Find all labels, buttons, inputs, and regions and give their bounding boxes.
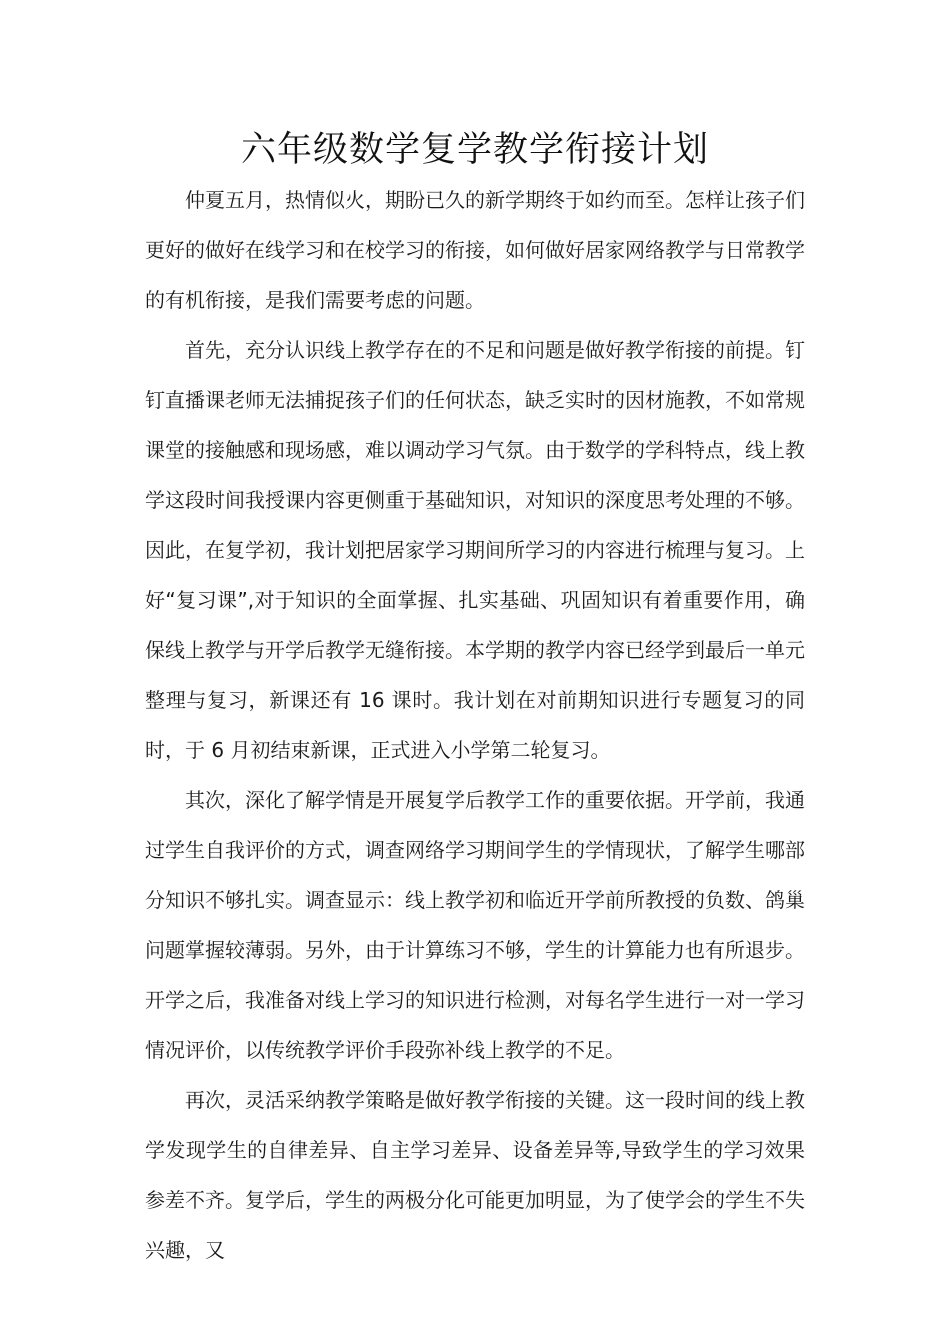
paragraph-1: 仲夏五月，热情似火，期盼已久的新学期终于如约而至。怎样让孩子们更好的做好在线学习和在校学习的衔接，如何做好居家网络教学与日常教学的有机衔接，是我们需要考虑的问题。 [145, 188, 805, 312]
paragraph-3: 其次，深化了解学情是开展复学后教学工作的重要依据。开学前，我通过学生自我评价的方式，调查网络学习期间学生的学情现状，了解学生哪部分知识不够扎实。调查显示：线上教学初和临近开学前所教授的负数、鸽巢问题掌握较薄弱。另外，由于计算练习不够，学生的计算能力也有所退步。开学之后，我准备对线上学习的知识进行检测，对每名学生进行一对一学习情况评价，以传统教学评价手段弥补线上教学的不足。 [145, 788, 805, 1062]
paragraph-4: 再次，灵活采纳教学策略是做好教学衔接的关键。这一段时间的线上教学发现学生的自律差异、自主学习差异、设备差异等,导致学生的学习效果参差不齐。复学后，学生的两极分化可能更加明显，为了使学会的学生不失兴趣，又 [145, 1088, 805, 1262]
paragraph-2: 首先，充分认识线上教学存在的不足和问题是做好教学衔接的前提。钉钉直播课老师无法捕捉孩子们的任何状态，缺乏实时的因材施教，不如常规课堂的接触感和现场感，难以调动学习气氛。由于数学的学科特点，线上教学这段时间我授课内容更侧重于基础知识，对知识的深度思考处理的不够。因此，在复学初，我计划把居家学习期间所学习的内容进行梳理与复习。上好“复习课”,对于知识的全面掌握、扎实基础、巩固知识有着重要作用，确保线上教学与开学后教学无缝衔接。本学期的教学内容已经学到最后一单元整理与复习，新课还有 16 课时。我计划在对前期知识进行专题复习的同时，于 6 月初结束新课，正式进入小学第二轮复习。 [145, 338, 805, 762]
document-body [145, 175, 805, 1275]
document-title: 六年级数学复学教学衔接计划 [240, 130, 709, 170]
